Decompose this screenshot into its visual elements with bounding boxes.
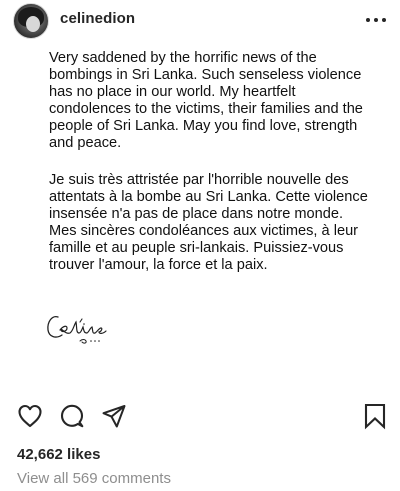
more-dot — [374, 18, 378, 22]
send-icon[interactable] — [100, 402, 128, 430]
more-dot — [366, 18, 370, 22]
post-text-french: Je suis très attristée par l'horrible nouvelle des attentats à la bombe au Sri Lanka. Cette violence insensée n'a pas de place dans notre monde. Mes sincères condoléances aux victimes, à leur famille et au peuple sri-lankais. Puissiez-vous trouver l'amour, la force et la paix. — [49, 172, 368, 273]
more-dot — [382, 18, 386, 22]
avatar-face — [26, 16, 40, 32]
like-count[interactable]: 42,662 likes — [17, 446, 101, 463]
post-text-english: Very saddened by the horrific news of the bombings in Sri Lanka. Such senseless violence has no place in our world. My heartfelt condolences to the victims, their families and the people of Sri Lanka. May you find love, strength and peace. — [49, 50, 363, 151]
bookmark-icon[interactable] — [362, 402, 388, 430]
username[interactable]: celinedion — [60, 10, 136, 27]
view-comments-link[interactable]: View all 569 comments — [17, 470, 171, 487]
avatar[interactable] — [13, 3, 49, 39]
comment-icon[interactable] — [58, 402, 86, 430]
handwritten-signature — [44, 308, 120, 348]
action-bar — [0, 402, 400, 432]
heart-icon[interactable] — [16, 402, 44, 430]
post-image — [0, 44, 400, 394]
more-options-icon[interactable] — [366, 15, 386, 25]
post-header — [0, 0, 400, 44]
